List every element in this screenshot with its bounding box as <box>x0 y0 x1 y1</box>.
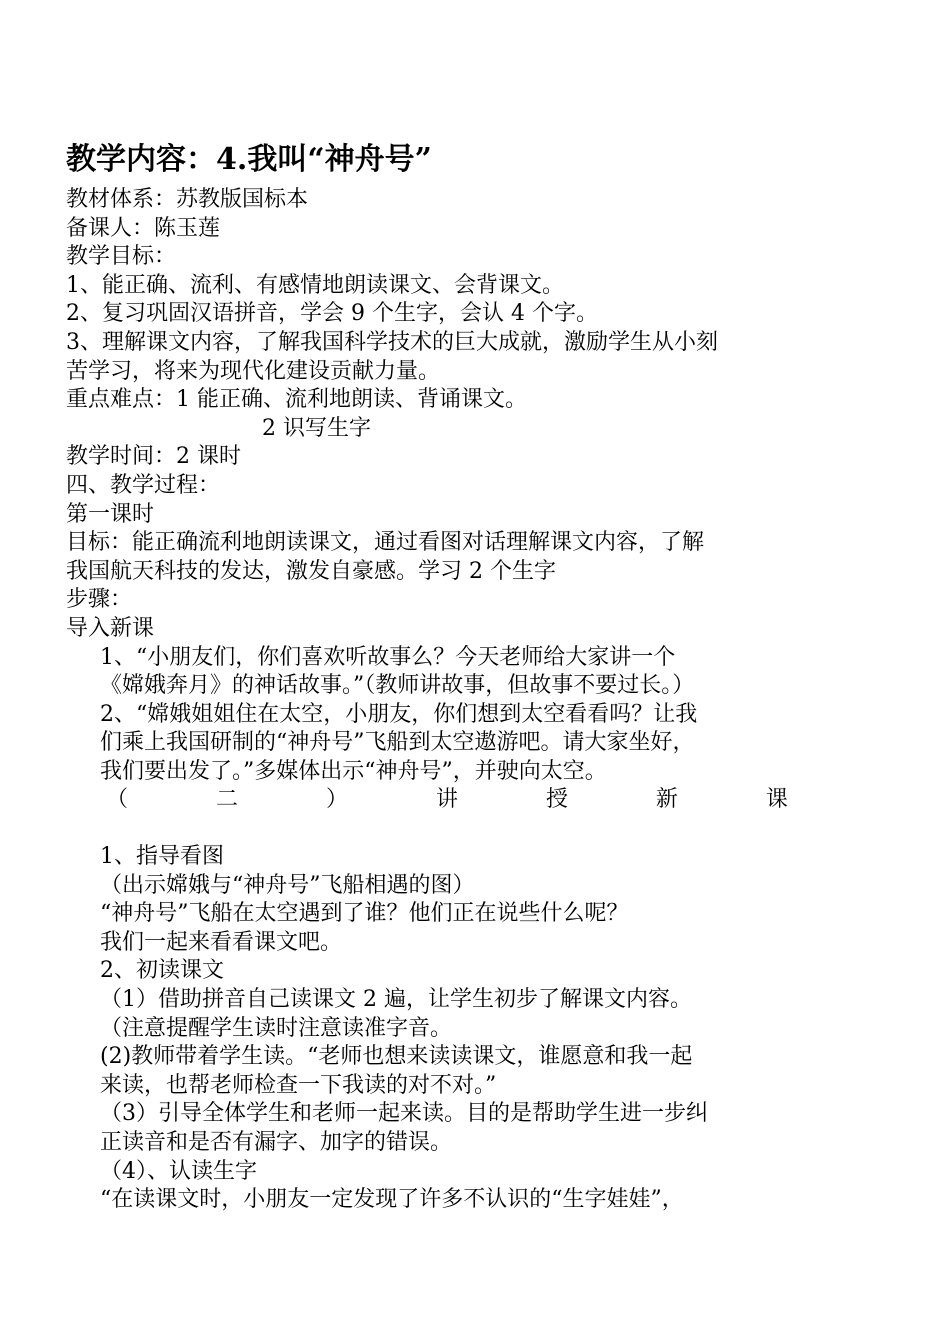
text-line: 正读音和是否有漏字、加字的错误。 <box>100 1130 453 1155</box>
text-line: 导入新课 <box>66 615 155 641</box>
intro-block <box>66 644 796 787</box>
text-line: （注意提醒学生读时注意读准字音。 <box>100 1015 453 1041</box>
text-line: 我们要出发了。”多媒体出示“神舟号”，并驶向太空。 <box>100 758 607 784</box>
text-line: 重点难点：1 能正确、流利地朗读、背诵课文。 <box>66 387 527 413</box>
text-line: 1、指导看图 <box>100 844 224 870</box>
text-line: (2)教师带着学生读。“老师也想来读读课文，谁愿意和我一起 <box>100 1044 693 1070</box>
heading-char: 授 <box>545 787 568 813</box>
text-line: 教学目标： <box>66 244 177 270</box>
text-line: 们乘上我国研制的“神舟号”飞船到太空遨游吧。请大家坐好， <box>100 730 695 756</box>
text-line: 我们一起来看看课文吧。 <box>100 929 343 955</box>
heading-char: 新 <box>655 787 678 813</box>
text-line: 第一课时 <box>66 501 155 527</box>
text-line: （1）借助拼音自己读课文 2 遍，让学生初步了解课文内容。 <box>100 987 692 1013</box>
text-line: 备课人：陈玉莲 <box>66 215 221 241</box>
text-line: 苦学习，将来为现代化建设贡献力量。 <box>66 358 441 384</box>
text-line: （4）、认读生字 <box>100 1158 257 1184</box>
text-line: 《嫦娥奔月》的神话故事。”（教师讲故事，但故事不要过长。） <box>100 673 695 699</box>
text-line: 2、“嫦娥姐姐住在太空，小朋友，你们想到太空看看吗？让我 <box>100 701 698 727</box>
heading-char: 课 <box>765 787 788 813</box>
text-line: 2 识写生字 <box>262 415 371 441</box>
heading-char: （ <box>106 787 129 813</box>
text-line: 2、复习巩固汉语拼音，学会 9 个生字，会认 4 个字。 <box>66 301 598 327</box>
text-line: “在读课文时，小朋友一定发现了许多不认识的“生字娃娃”， <box>100 1187 684 1213</box>
text-line: 我国航天科技的发达，激发自豪感。学习 2 个生字 <box>66 558 556 584</box>
section-heading-new-lesson <box>66 786 796 815</box>
text-line: 2、初读课文 <box>100 958 224 984</box>
text-line: （3）引导全体学生和老师一起来读。目的是帮助学生进一步纠 <box>100 1101 708 1127</box>
document-title: 教学内容：4.我叫“神舟号” <box>66 142 432 177</box>
blank-line <box>66 815 796 843</box>
text-line: 3、理解课文内容，了解我国科学技术的巨大成就，激励学生从小刻 <box>66 329 718 355</box>
process-block <box>66 443 796 643</box>
text-line: 教材体系：苏教版国标本 <box>66 187 309 212</box>
heading-char: ） <box>325 787 348 813</box>
text-line: 教学时间：2 课时 <box>66 444 241 470</box>
text-line: 目标：能正确流利地朗读课文，通过看图对话理解课文内容，了解 <box>66 530 705 556</box>
heading-char: 讲 <box>435 787 458 813</box>
lesson-block <box>66 843 796 1215</box>
text-line: 1、能正确、流利、有感情地朗读课文、会背课文。 <box>66 272 564 298</box>
text-line: 1、“小朋友们，你们喜欢听故事么？今天老师给大家讲一个 <box>100 644 676 670</box>
document-body <box>66 186 796 1215</box>
heading-char: 二 <box>215 787 238 813</box>
text-line: 四、教学过程： <box>66 472 221 498</box>
text-line: （出示嫦娥与“神舟号”飞船相遇的图） <box>100 872 475 898</box>
text-line: “神舟号”飞船在太空遇到了谁？他们正在说些什么呢？ <box>100 901 629 927</box>
text-line: 步骤： <box>66 587 133 613</box>
text-line: 来读，也帮老师检查一下我读的对不对。” <box>100 1072 497 1098</box>
header-info-block <box>66 186 796 443</box>
